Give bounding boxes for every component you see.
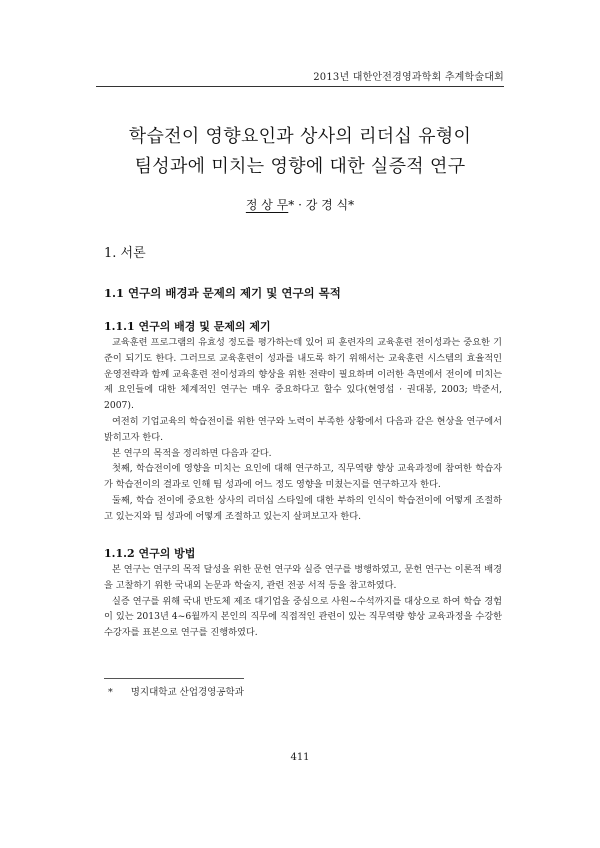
paragraph: 본 연구의 목적을 정리하면 다음과 같다. <box>112 447 272 459</box>
title-line-2: 팀성과에 미치는 영향에 대한 실증적 연구 <box>134 156 466 177</box>
footnote <box>108 684 244 698</box>
footnote-rule <box>104 678 244 679</box>
section-heading-1: 1. 서론 <box>104 246 146 261</box>
paper-title <box>96 122 504 182</box>
paragraph: 실증 연구를 위해 국내 반도체 제조 대기업을 중심으로 사원~수석까지를 대상으로 하여 학습 경험이 있는 2013년 4~6월까지 본인의 직무에 직접적인 관련이 있는 직무역량 향상 교육과정을 수강한 수강자를 표본으로 연구를 진행하였다. <box>104 595 502 639</box>
section-heading-1-1-1: 1.1.1 연구의 배경 및 문제의 제기 <box>104 320 271 333</box>
section-heading-1-1: 1.1 연구의 배경과 문제의 제기 및 연구의 목적 <box>104 286 341 300</box>
author-1-mark: * <box>288 198 295 212</box>
author-2-name: 강 경 식 <box>305 198 349 212</box>
running-header: 2013년 대한안전경영과학회 추계학술대회 <box>313 72 504 83</box>
author-separator: · <box>294 198 306 212</box>
section-1-1-2-body <box>104 562 502 641</box>
paragraph: 둘째, 학습 전이에 중요한 상사의 리더십 스타일에 대한 부하의 인식이 학습전이에 어떻게 조절하고 있는지와 팀 성과에 어떻게 조절하고 있는지 살펴보고자 한다. <box>104 494 502 522</box>
page-number: 411 <box>290 752 310 763</box>
author-1-name: 정 상 무 <box>245 198 289 212</box>
paragraph: 교육훈련 프로그램의 유효성 정도를 평가하는데 있어 피 훈련자의 교육훈련 전이성과는 중요한 기준이 되기도 한다. 그러므로 교육훈련이 성과를 내도록 하기 위해서는 교육훈련 시스템의 효율적인 운영전략과 함께 교육훈련 전이성과의 향상을 위한 전략이 필요하며 이러한 측면에서 전이에 미치는 제 요인들에 대한 체계적인 연구는 매우 중요하다고 할수 있다(현영섭 · 권대봉, 2003; 박준서, 2007). <box>104 337 502 412</box>
header-rule <box>96 86 504 87</box>
section-1-1-1-body <box>104 335 502 525</box>
paragraph: 본 연구는 연구의 목적 달성을 위한 문헌 연구와 실증 연구를 병행하였고, 문헌 연구는 이론적 배경을 고찰하기 위한 국내외 논문과 학술지, 관련 전공 서적 등을 참고하였다. <box>104 564 502 591</box>
title-line-1: 학습전이 영향요인과 상사의 리더십 유형이 <box>128 126 472 147</box>
footnote-mark: * <box>108 687 113 698</box>
section-heading-1-1-2: 1.1.2 연구의 방법 <box>104 547 196 560</box>
footnote-text: 명지대학교 산업경영공학과 <box>130 687 244 698</box>
paragraph: 여전히 기업교육의 학습전이를 위한 연구와 노력이 부족한 상황에서 다음과 같은 현상을 연구에서 밝히고자 한다. <box>104 415 502 443</box>
author-line <box>96 196 504 213</box>
author-2-mark: * <box>348 198 355 212</box>
paragraph: 첫째, 학습전이에 영향을 미치는 요인에 대해 연구하고, 직무역량 향상 교육과정에 참여한 학습자가 학습전이의 결과로 인해 팀 성과에 어느 정도 영향을 미쳤는지를 연구하고자 한다. <box>104 463 502 491</box>
